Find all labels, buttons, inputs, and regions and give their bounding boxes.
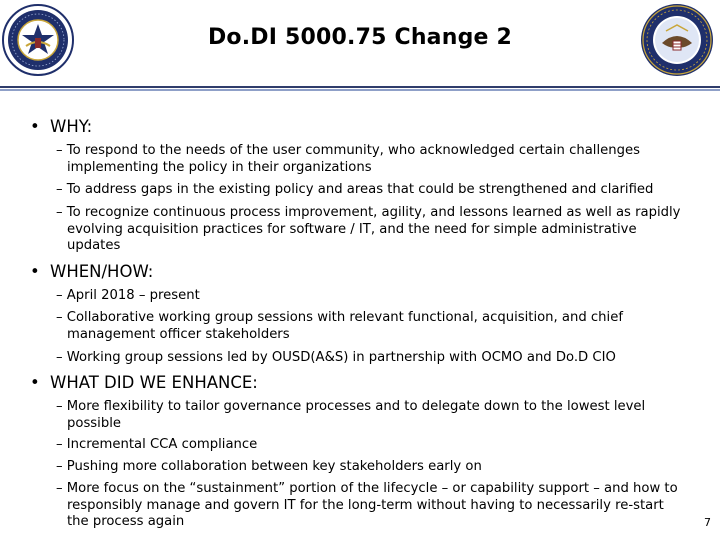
header-rule-dark <box>0 86 720 88</box>
slide-header <box>0 0 720 90</box>
section-heading: WHY: <box>50 117 93 136</box>
department-of-defense-seal-icon <box>640 3 714 77</box>
page-number: 7 <box>704 516 711 529</box>
bullet-dot-icon: • <box>30 262 40 281</box>
list-item: – To respond to the needs of the user community, who acknowledged certain challenges implementing the policy in their organizations <box>56 143 640 175</box>
list-item: – To recognize continuous process improvement, agility, and lessons learned as well as rapidly evolving acquisition practices for software / IT, and the need for simple administrative updates <box>56 205 681 253</box>
list-item: – More focus on the “sustainment” portion of the lifecycle – or capability support – and how to responsibly manage and govern IT for the long-term without having to necessarily re-start the process again <box>56 481 678 529</box>
header-rule-light <box>0 89 720 91</box>
list-item: – Working group sessions led by OUSD(A&S) in partnership with OCMO and Do.D CIO <box>56 350 616 365</box>
list-item: – Collaborative working group sessions with relevant functional, acquisition, and chief management officer stakeholders <box>56 310 623 342</box>
list-item: – April 2018 – present <box>56 288 200 303</box>
list-item: – Incremental CCA compliance <box>56 437 258 452</box>
section-heading: WHEN/HOW: <box>50 262 154 281</box>
section-heading: WHAT DID WE ENHANCE: <box>50 373 258 392</box>
list-item: – Pushing more collaboration between key stakeholders early on <box>56 459 482 474</box>
list-item: – To address gaps in the existing policy and areas that could be strengthened and clarified <box>56 182 654 197</box>
list-item: – More flexibility to tailor governance processes and to delegate down to the lowest level possible <box>56 399 646 431</box>
bullet-dot-icon: • <box>30 117 40 136</box>
bullet-dot-icon: • <box>30 373 40 392</box>
slide-title: Do.DI 5000.75 Change 2 <box>207 25 513 50</box>
